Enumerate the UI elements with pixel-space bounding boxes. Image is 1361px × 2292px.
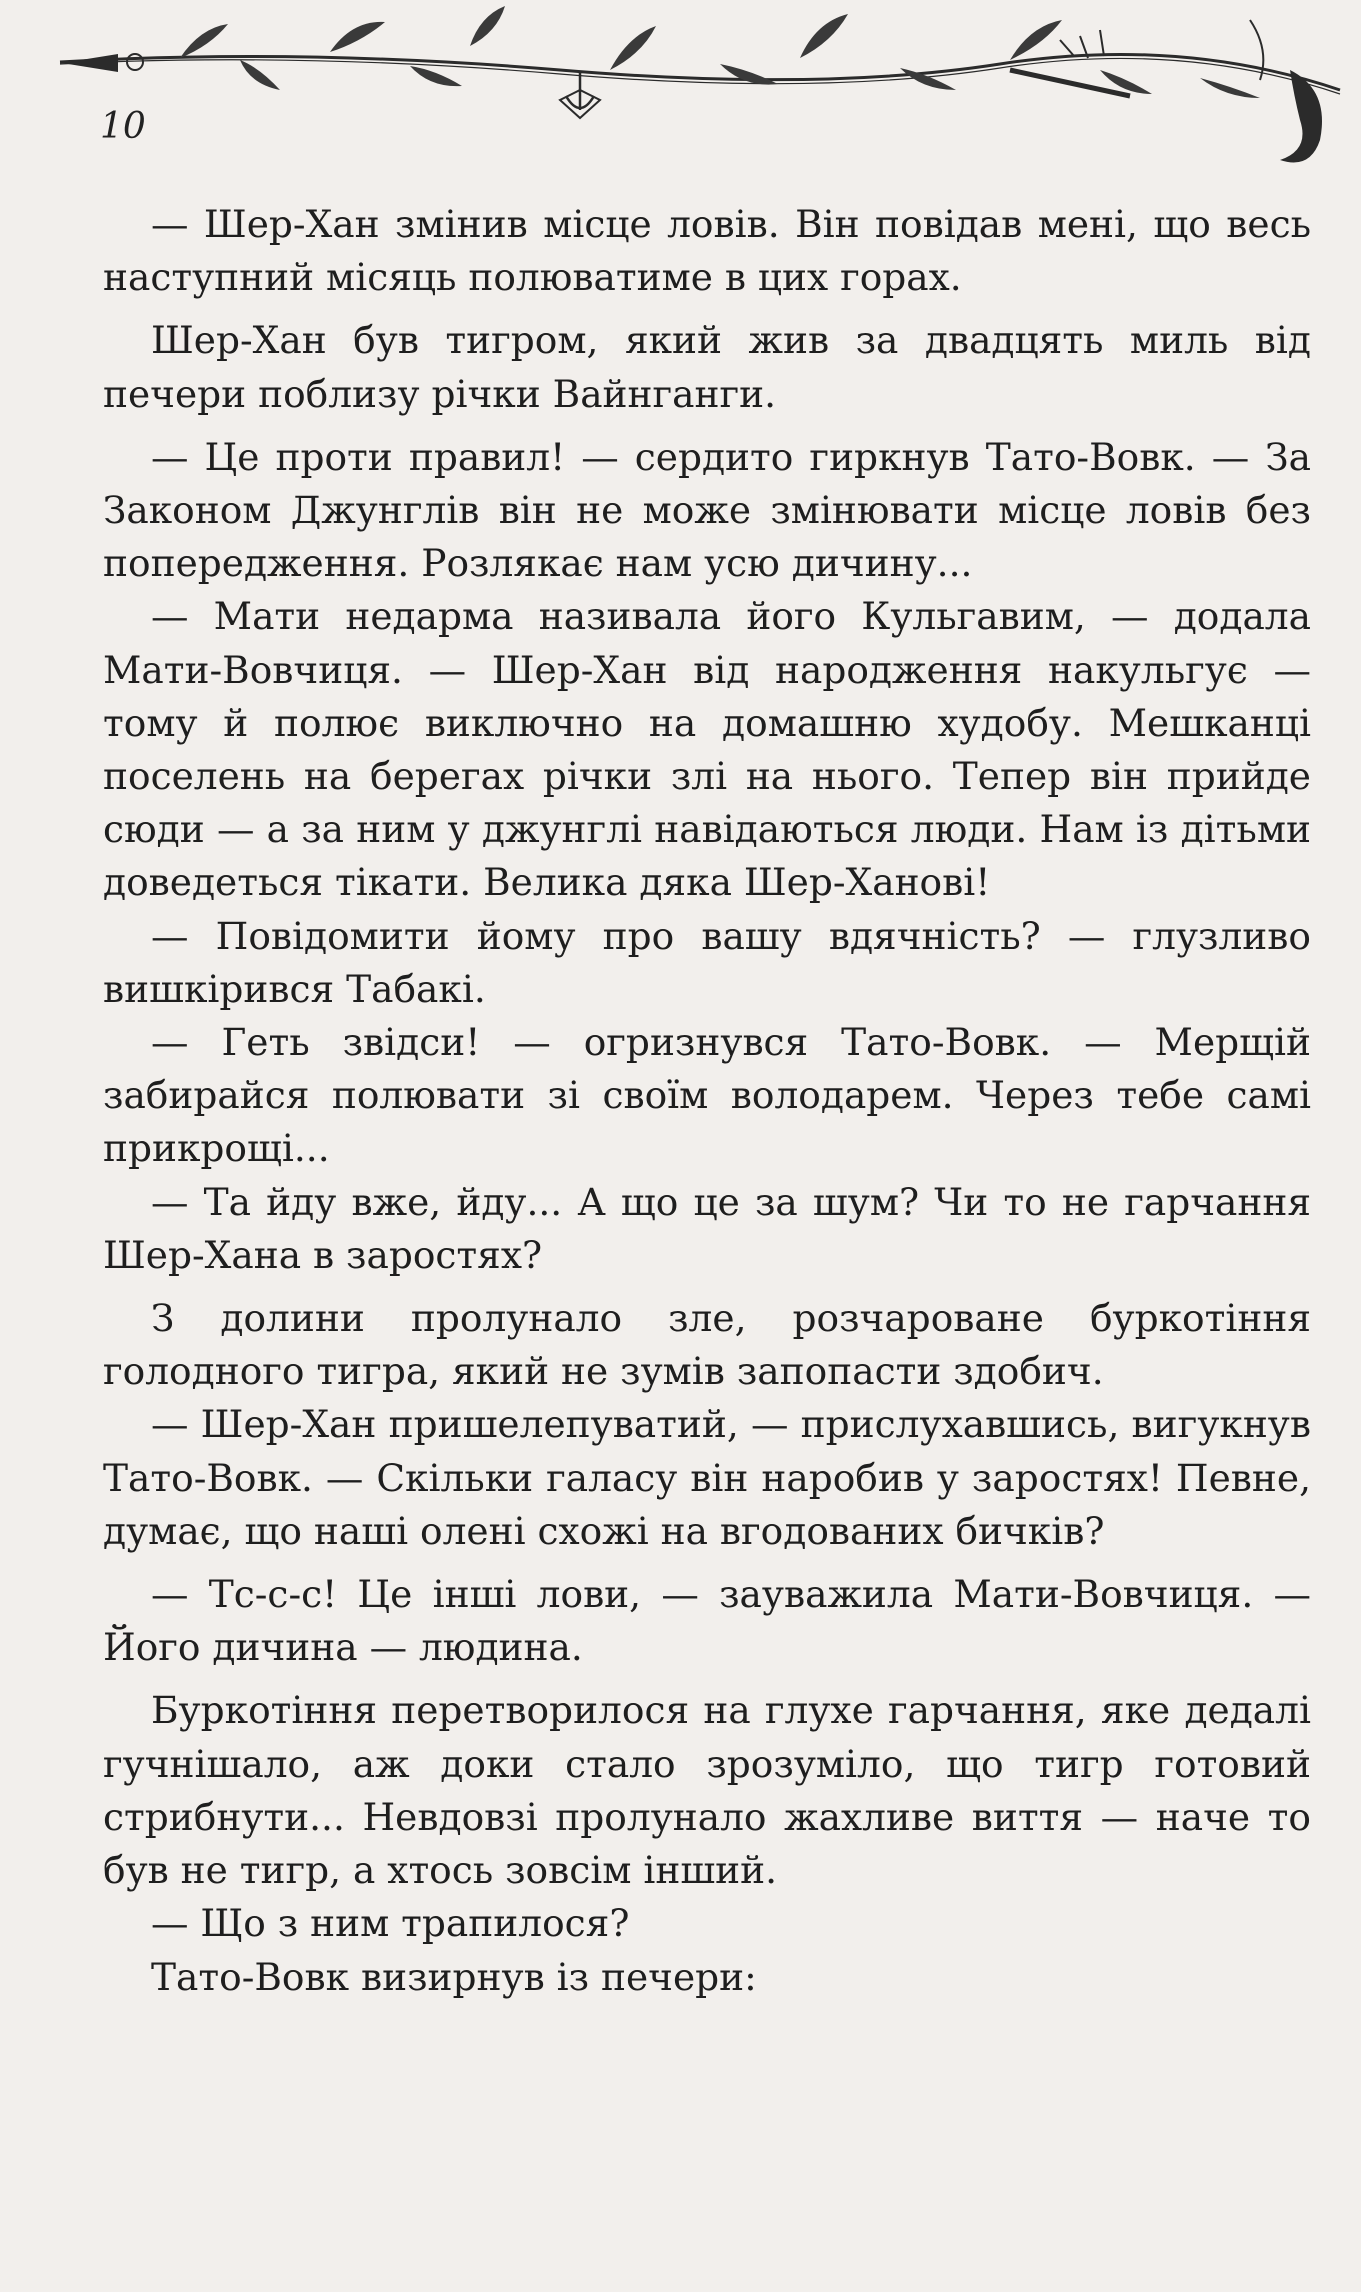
paragraph: — Тс-с-с! Це інші лови, — зауважила Мати-Вовчиця. — Його дичина — людина. [103, 1572, 1311, 1670]
paragraph: Тато-Вовк визирнув із печери: [151, 1954, 757, 1999]
paragraph: — Це проти правил! — сердито гиркнув Тато-Вовк. — За Законом Джунглів він не може змінювати місце ловів без попередження. Розлякає нам усю дичину... [103, 434, 1311, 586]
paragraph: З долини пролунало зле, розчароване буркотіння голодного тигра, який не зумів запопасти здобич. [103, 1296, 1311, 1394]
decorative-vine-border [0, 0, 1361, 180]
paragraph: — Повідомити йому про вашу вдячність? — глузливо вишкірився Табакі. [103, 913, 1311, 1011]
paragraph: — Шер-Хан пришелепуватий, — прислухавшись, вигукнув Тато-Вовк. — Скільки галасу він наробив у заростях! Певне, думає, що наші олені схожі на вгодованих бичків? [103, 1402, 1311, 1553]
paragraph: Шер-Хан був тигром, який жив за двадцять миль від печери поблизу річки Вайнганги. [103, 318, 1311, 416]
body-text [103, 198, 1311, 2004]
paragraph: — Мати недарма називала його Кульгавим, — додала Мати-Вовчиця. — Шер-Хан від народження накульгує — тому й полює виключно на домашню худобу. Мешканці поселень на берегах річки злі на нього. Тепер він прийде сюди — а за ним у джунглі навідаються люди. Нам із дітьми доведеться тікати. Велика дяка Шер-Ханові! [103, 594, 1311, 905]
paragraph: — Геть звідси! — огризнувся Тато-Вовк. — Мерщій забирайся полювати зі своїм володарем. Через тебе самі прикрощі... [103, 1020, 1311, 1171]
paragraph: — Та йду вже, йду... А що це за шум? Чи то не гарчання Шер-Хана в заростях? [103, 1179, 1311, 1277]
page-number: 10 [100, 106, 146, 147]
paragraph: Буркотіння перетворилося на глухе гарчання, яке дедалі гучнішало, аж доки стало зрозуміло, що тигр готовий стрибнути... Невдовзі пролунало жахливе виття — наче то був не тигр, а хтось зовсім інший. [103, 1688, 1311, 1893]
paragraph: — Шер-Хан змінив місце ловів. Він повідав мені, що весь наступний місяць полюватиме в цих горах. [103, 202, 1311, 300]
paragraph: — Що з ним трапилося? [151, 1901, 630, 1946]
